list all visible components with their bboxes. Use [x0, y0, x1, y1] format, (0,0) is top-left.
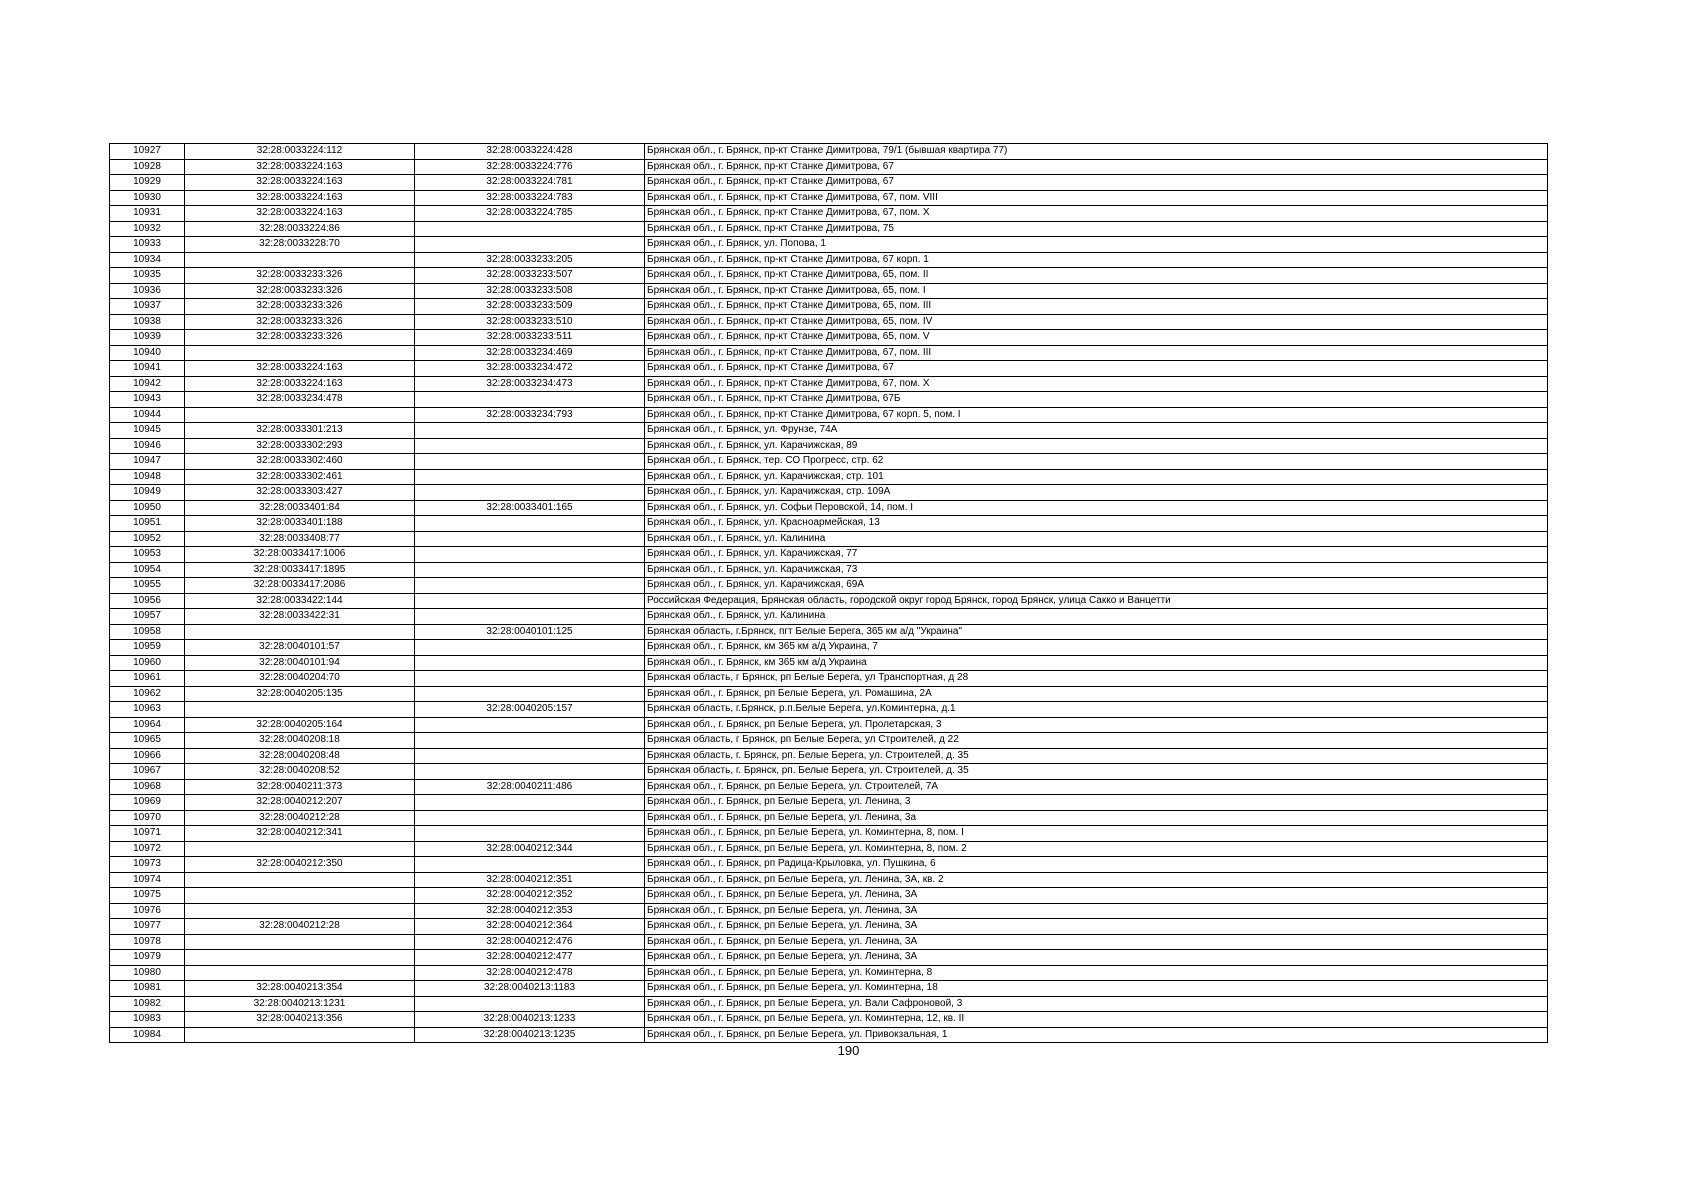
table-row — [110, 919, 1548, 935]
row-number-cell: 10934 — [110, 252, 185, 268]
land-cadastral-number-cell: 32:28:0040212:350 — [185, 857, 415, 873]
object-cadastral-number-cell — [415, 516, 645, 532]
address-cell: Брянская обл., г. Брянск, пр-кт Станке Димитрова, 75 — [645, 221, 1548, 237]
land-cadastral-number-cell: 32:28:0040208:52 — [185, 764, 415, 780]
object-cadastral-number-cell — [415, 748, 645, 764]
row-number-cell: 10959 — [110, 640, 185, 656]
address-cell: Брянская обл., г. Брянск, рп Белые Берега, ул. Ромашина, 2А — [645, 686, 1548, 702]
table-row — [110, 671, 1548, 687]
address-cell: Брянская обл., г. Брянск, пр-кт Станке Димитрова, 65, пом. III — [645, 299, 1548, 315]
object-cadastral-number-cell — [415, 423, 645, 439]
table-row — [110, 655, 1548, 671]
row-number-cell: 10939 — [110, 330, 185, 346]
address-cell: Брянская обл., г. Брянск, пр-кт Станке Димитрова, 67, пом. III — [645, 345, 1548, 361]
land-cadastral-number-cell: 32:28:0040205:135 — [185, 686, 415, 702]
table-row — [110, 252, 1548, 268]
land-cadastral-number-cell — [185, 934, 415, 950]
row-number-cell: 10954 — [110, 562, 185, 578]
address-cell: Брянская область, г Брянск, рп Белые Берега, ул Строителей, д 22 — [645, 733, 1548, 749]
row-number-cell: 10970 — [110, 810, 185, 826]
address-cell: Брянская обл., г. Брянск, рп Белые Берега, ул. Ленина, 3а — [645, 810, 1548, 826]
table-row — [110, 516, 1548, 532]
row-number-cell: 10980 — [110, 965, 185, 981]
land-cadastral-number-cell: 32:28:0033224:86 — [185, 221, 415, 237]
land-cadastral-number-cell: 32:28:0033224:163 — [185, 175, 415, 191]
land-cadastral-number-cell — [185, 965, 415, 981]
object-cadastral-number-cell — [415, 609, 645, 625]
table-row — [110, 872, 1548, 888]
object-cadastral-number-cell: 32:28:0033234:473 — [415, 376, 645, 392]
table-row — [110, 438, 1548, 454]
address-cell: Брянская обл., г. Брянск, ул. Карачижская, стр. 109А — [645, 485, 1548, 501]
address-cell: Брянская обл., г. Брянск, пр-кт Станке Димитрова, 67, пом. VIII — [645, 190, 1548, 206]
table-row — [110, 748, 1548, 764]
object-cadastral-number-cell: 32:28:0040212:478 — [415, 965, 645, 981]
address-cell: Брянская обл., г. Брянск, пр-кт Станке Димитрова, 65, пом. IV — [645, 314, 1548, 330]
table-row — [110, 764, 1548, 780]
row-number-cell: 10949 — [110, 485, 185, 501]
table-row — [110, 392, 1548, 408]
address-cell: Брянская обл., г. Брянск, ул. Карачижская, 89 — [645, 438, 1548, 454]
land-cadastral-number-cell: 32:28:0033224:163 — [185, 190, 415, 206]
land-cadastral-number-cell — [185, 841, 415, 857]
address-cell: Брянская обл., г. Брянск, рп Белые Берега, ул. Строителей, 7А — [645, 779, 1548, 795]
table-row — [110, 903, 1548, 919]
address-cell: Брянская обл., г. Брянск, рп Белые Берега, ул. Ленина, 3А — [645, 903, 1548, 919]
object-cadastral-number-cell: 32:28:0040212:352 — [415, 888, 645, 904]
row-number-cell: 10974 — [110, 872, 185, 888]
table-row — [110, 268, 1548, 284]
land-cadastral-number-cell: 32:28:0033417:1006 — [185, 547, 415, 563]
object-cadastral-number-cell: 32:28:0040205:157 — [415, 702, 645, 718]
row-number-cell: 10953 — [110, 547, 185, 563]
object-cadastral-number-cell — [415, 655, 645, 671]
row-number-cell: 10951 — [110, 516, 185, 532]
table-row — [110, 547, 1548, 563]
land-cadastral-number-cell: 32:28:0033301:213 — [185, 423, 415, 439]
land-cadastral-number-cell: 32:28:0033233:326 — [185, 283, 415, 299]
address-cell: Брянская обл., г. Брянск, ул. Карачижская, 69А — [645, 578, 1548, 594]
land-cadastral-number-cell: 32:28:0040101:94 — [185, 655, 415, 671]
row-number-cell: 10957 — [110, 609, 185, 625]
land-cadastral-number-cell: 32:28:0040101:57 — [185, 640, 415, 656]
table-row — [110, 175, 1548, 191]
row-number-cell: 10962 — [110, 686, 185, 702]
object-cadastral-number-cell — [415, 392, 645, 408]
object-cadastral-number-cell: 32:28:0040212:364 — [415, 919, 645, 935]
address-cell: Брянская обл., г. Брянск, пр-кт Станке Димитрова, 67 — [645, 159, 1548, 175]
land-cadastral-number-cell: 32:28:0033303:427 — [185, 485, 415, 501]
row-number-cell: 10958 — [110, 624, 185, 640]
address-cell: Брянская обл., г. Брянск, ул. Софьи Перовской, 14, пом. I — [645, 500, 1548, 516]
object-cadastral-number-cell: 32:28:0033233:507 — [415, 268, 645, 284]
object-cadastral-number-cell — [415, 640, 645, 656]
land-cadastral-number-cell: 32:28:0040212:28 — [185, 919, 415, 935]
address-cell: Брянская обл., г. Брянск, пр-кт Станке Димитрова, 67, пом. X — [645, 376, 1548, 392]
address-cell: Брянская область, г. Брянск, рп. Белые Берега, ул. Строителей, д. 35 — [645, 764, 1548, 780]
row-number-cell: 10983 — [110, 1012, 185, 1028]
table-row — [110, 640, 1548, 656]
address-cell: Брянская область, г.Брянск, р.п.Белые Берега, ул.Коминтерна, д.1 — [645, 702, 1548, 718]
address-cell: Брянская обл., г. Брянск, тер. СО Прогресс, стр. 62 — [645, 454, 1548, 470]
address-cell: Брянская обл., г. Брянск, пр-кт Станке Димитрова, 65, пом. V — [645, 330, 1548, 346]
land-cadastral-number-cell: 32:28:0033302:460 — [185, 454, 415, 470]
address-cell: Брянская обл., г. Брянск, рп Радица-Крыловка, ул. Пушкина, 6 — [645, 857, 1548, 873]
table-row — [110, 593, 1548, 609]
land-cadastral-number-cell: 32:28:0033417:1895 — [185, 562, 415, 578]
object-cadastral-number-cell — [415, 996, 645, 1012]
row-number-cell: 10978 — [110, 934, 185, 950]
row-number-cell: 10946 — [110, 438, 185, 454]
address-cell: Брянская обл., г. Брянск, ул. Карачижская, стр. 101 — [645, 469, 1548, 485]
land-cadastral-number-cell: 32:28:0033401:188 — [185, 516, 415, 532]
page-number: 190 — [837, 1043, 860, 1058]
row-number-cell: 10965 — [110, 733, 185, 749]
row-number-cell: 10963 — [110, 702, 185, 718]
row-number-cell: 10935 — [110, 268, 185, 284]
object-cadastral-number-cell — [415, 454, 645, 470]
land-cadastral-number-cell: 32:28:0033408:77 — [185, 531, 415, 547]
object-cadastral-number-cell: 32:28:0040212:351 — [415, 872, 645, 888]
land-cadastral-number-cell: 32:28:0040204:70 — [185, 671, 415, 687]
address-cell: Брянская обл., г. Брянск, пр-кт Станке Димитрова, 67 корп. 1 — [645, 252, 1548, 268]
land-cadastral-number-cell — [185, 872, 415, 888]
object-cadastral-number-cell — [415, 562, 645, 578]
land-cadastral-number-cell: 32:28:0033234:478 — [185, 392, 415, 408]
table-row — [110, 857, 1548, 873]
row-number-cell: 10927 — [110, 144, 185, 160]
table-row — [110, 159, 1548, 175]
object-cadastral-number-cell: 32:28:0033233:509 — [415, 299, 645, 315]
table-row — [110, 144, 1548, 160]
object-cadastral-number-cell — [415, 531, 645, 547]
address-cell: Брянская обл., г. Брянск, рп Белые Берега, ул. Ленина, 3А — [645, 950, 1548, 966]
row-number-cell: 10931 — [110, 206, 185, 222]
land-cadastral-number-cell: 32:28:0033302:461 — [185, 469, 415, 485]
address-cell: Брянская обл., г. Брянск, рп Белые Берега, ул. Ленина, 3А — [645, 919, 1548, 935]
registry-table-body — [110, 144, 1548, 1043]
land-cadastral-number-cell: 32:28:0040213:1231 — [185, 996, 415, 1012]
object-cadastral-number-cell: 32:28:0033233:511 — [415, 330, 645, 346]
land-cadastral-number-cell: 32:28:0033224:112 — [185, 144, 415, 160]
address-cell: Брянская обл., г. Брянск, ул. Красноармейская, 13 — [645, 516, 1548, 532]
row-number-cell: 10943 — [110, 392, 185, 408]
land-cadastral-number-cell: 32:28:0033233:326 — [185, 330, 415, 346]
land-cadastral-number-cell — [185, 252, 415, 268]
object-cadastral-number-cell: 32:28:0033234:793 — [415, 407, 645, 423]
address-cell: Брянская обл., г. Брянск, рп Белые Берега, ул. Вали Сафроновой, 3 — [645, 996, 1548, 1012]
row-number-cell: 10979 — [110, 950, 185, 966]
row-number-cell: 10973 — [110, 857, 185, 873]
row-number-cell: 10945 — [110, 423, 185, 439]
table-row — [110, 345, 1548, 361]
table-row — [110, 283, 1548, 299]
land-cadastral-number-cell: 32:28:0040213:354 — [185, 981, 415, 997]
object-cadastral-number-cell: 32:28:0040212:344 — [415, 841, 645, 857]
table-row — [110, 361, 1548, 377]
address-cell: Брянская обл., г. Брянск, рп Белые Берега, ул. Пролетарская, 3 — [645, 717, 1548, 733]
table-row — [110, 686, 1548, 702]
address-cell: Брянская обл., г. Брянск, пр-кт Станке Димитрова, 65, пом. II — [645, 268, 1548, 284]
table-row — [110, 562, 1548, 578]
table-row — [110, 221, 1548, 237]
row-number-cell: 10955 — [110, 578, 185, 594]
land-cadastral-number-cell — [185, 1027, 415, 1043]
registry-sheet — [109, 143, 1547, 1043]
object-cadastral-number-cell — [415, 671, 645, 687]
table-row — [110, 996, 1548, 1012]
address-cell: Брянская область, г. Брянск, рп. Белые Берега, ул. Строителей, д. 35 — [645, 748, 1548, 764]
row-number-cell: 10982 — [110, 996, 185, 1012]
address-cell: Брянская обл., г. Брянск, рп Белые Берега, ул. Коминтерна, 18 — [645, 981, 1548, 997]
land-cadastral-number-cell — [185, 407, 415, 423]
row-number-cell: 10971 — [110, 826, 185, 842]
object-cadastral-number-cell — [415, 469, 645, 485]
table-row — [110, 1012, 1548, 1028]
land-cadastral-number-cell: 32:28:0040212:207 — [185, 795, 415, 811]
address-cell: Брянская обл., г. Брянск, рп Белые Берега, ул. Ленина, 3А, кв. 2 — [645, 872, 1548, 888]
property-registry-table — [109, 143, 1548, 1043]
table-row — [110, 981, 1548, 997]
object-cadastral-number-cell — [415, 764, 645, 780]
land-cadastral-number-cell — [185, 950, 415, 966]
land-cadastral-number-cell: 32:28:0033302:293 — [185, 438, 415, 454]
row-number-cell: 10956 — [110, 593, 185, 609]
object-cadastral-number-cell — [415, 593, 645, 609]
row-number-cell: 10941 — [110, 361, 185, 377]
address-cell: Брянская обл., г. Брянск, км 365 км а/д Украина, 7 — [645, 640, 1548, 656]
object-cadastral-number-cell — [415, 795, 645, 811]
land-cadastral-number-cell: 32:28:0033224:163 — [185, 361, 415, 377]
land-cadastral-number-cell: 32:28:0033233:326 — [185, 314, 415, 330]
object-cadastral-number-cell: 32:28:0033234:472 — [415, 361, 645, 377]
row-number-cell: 10968 — [110, 779, 185, 795]
table-row — [110, 888, 1548, 904]
row-number-cell: 10932 — [110, 221, 185, 237]
row-number-cell: 10938 — [110, 314, 185, 330]
table-row — [110, 609, 1548, 625]
row-number-cell: 10967 — [110, 764, 185, 780]
address-cell: Брянская обл., г. Брянск, пр-кт Станке Димитрова, 67 — [645, 175, 1548, 191]
row-number-cell: 10950 — [110, 500, 185, 516]
address-cell: Брянская обл., г. Брянск, ул. Карачижская, 77 — [645, 547, 1548, 563]
land-cadastral-number-cell — [185, 702, 415, 718]
table-row — [110, 826, 1548, 842]
row-number-cell: 10972 — [110, 841, 185, 857]
table-row — [110, 485, 1548, 501]
row-number-cell: 10944 — [110, 407, 185, 423]
row-number-cell: 10966 — [110, 748, 185, 764]
row-number-cell: 10964 — [110, 717, 185, 733]
row-number-cell: 10977 — [110, 919, 185, 935]
land-cadastral-number-cell: 32:28:0040211:373 — [185, 779, 415, 795]
object-cadastral-number-cell: 32:28:0033234:469 — [415, 345, 645, 361]
land-cadastral-number-cell: 32:28:0033233:326 — [185, 268, 415, 284]
object-cadastral-number-cell: 32:28:0040212:476 — [415, 934, 645, 950]
address-cell: Брянская обл., г. Брянск, рп Белые Берега, ул. Коминтерна, 8 — [645, 965, 1548, 981]
land-cadastral-number-cell — [185, 888, 415, 904]
object-cadastral-number-cell: 32:28:0033233:510 — [415, 314, 645, 330]
table-row — [110, 407, 1548, 423]
land-cadastral-number-cell: 32:28:0040212:28 — [185, 810, 415, 826]
object-cadastral-number-cell: 32:28:0033233:205 — [415, 252, 645, 268]
address-cell: Российская Федерация, Брянская область, городской округ город Брянск, город Брянск, улица Сакко и Ванцетти — [645, 593, 1548, 609]
address-cell: Брянская обл., г. Брянск, рп Белые Берега, ул. Ленина, 3А — [645, 934, 1548, 950]
address-cell: Брянская обл., г. Брянск, ул. Попова, 1 — [645, 237, 1548, 253]
address-cell: Брянская обл., г. Брянск, пр-кт Станке Димитрова, 67Б — [645, 392, 1548, 408]
row-number-cell: 10960 — [110, 655, 185, 671]
address-cell: Брянская обл., г. Брянск, ул. Фрунзе, 74А — [645, 423, 1548, 439]
table-row — [110, 469, 1548, 485]
land-cadastral-number-cell: 32:28:0040208:18 — [185, 733, 415, 749]
row-number-cell: 10976 — [110, 903, 185, 919]
object-cadastral-number-cell: 32:28:0040213:1183 — [415, 981, 645, 997]
land-cadastral-number-cell — [185, 903, 415, 919]
land-cadastral-number-cell: 32:28:0033224:163 — [185, 159, 415, 175]
land-cadastral-number-cell: 32:28:0033417:2086 — [185, 578, 415, 594]
object-cadastral-number-cell — [415, 547, 645, 563]
address-cell: Брянская обл., г. Брянск, ул. Калинина — [645, 531, 1548, 547]
land-cadastral-number-cell: 32:28:0033224:163 — [185, 376, 415, 392]
land-cadastral-number-cell: 32:28:0033422:144 — [185, 593, 415, 609]
land-cadastral-number-cell: 32:28:0033233:326 — [185, 299, 415, 315]
object-cadastral-number-cell: 32:28:0040212:477 — [415, 950, 645, 966]
land-cadastral-number-cell: 32:28:0033228:70 — [185, 237, 415, 253]
table-row — [110, 733, 1548, 749]
address-cell: Брянская обл., г. Брянск, пр-кт Станке Димитрова, 79/1 (бывшая квартира 77) — [645, 144, 1548, 160]
table-row — [110, 702, 1548, 718]
object-cadastral-number-cell — [415, 438, 645, 454]
object-cadastral-number-cell — [415, 857, 645, 873]
table-row — [110, 841, 1548, 857]
address-cell: Брянская обл., г. Брянск, ул. Карачижская, 73 — [645, 562, 1548, 578]
object-cadastral-number-cell — [415, 578, 645, 594]
object-cadastral-number-cell: 32:28:0040212:353 — [415, 903, 645, 919]
object-cadastral-number-cell: 32:28:0033224:428 — [415, 144, 645, 160]
land-cadastral-number-cell: 32:28:0033401:84 — [185, 500, 415, 516]
table-row — [110, 934, 1548, 950]
object-cadastral-number-cell: 32:28:0033224:785 — [415, 206, 645, 222]
address-cell: Брянская обл., г. Брянск, пр-кт Станке Димитрова, 67, пом. X — [645, 206, 1548, 222]
land-cadastral-number-cell: 32:28:0040212:341 — [185, 826, 415, 842]
object-cadastral-number-cell: 32:28:0033224:783 — [415, 190, 645, 206]
table-row — [110, 1027, 1548, 1043]
table-row — [110, 237, 1548, 253]
object-cadastral-number-cell: 32:28:0033233:508 — [415, 283, 645, 299]
table-row — [110, 779, 1548, 795]
row-number-cell: 10942 — [110, 376, 185, 392]
row-number-cell: 10952 — [110, 531, 185, 547]
object-cadastral-number-cell — [415, 810, 645, 826]
object-cadastral-number-cell — [415, 686, 645, 702]
row-number-cell: 10928 — [110, 159, 185, 175]
table-row — [110, 578, 1548, 594]
land-cadastral-number-cell — [185, 345, 415, 361]
table-row — [110, 531, 1548, 547]
table-row — [110, 810, 1548, 826]
land-cadastral-number-cell: 32:28:0040205:164 — [185, 717, 415, 733]
row-number-cell: 10981 — [110, 981, 185, 997]
row-number-cell: 10961 — [110, 671, 185, 687]
object-cadastral-number-cell: 32:28:0040213:1235 — [415, 1027, 645, 1043]
object-cadastral-number-cell: 32:28:0033401:165 — [415, 500, 645, 516]
land-cadastral-number-cell: 32:28:0040208:48 — [185, 748, 415, 764]
object-cadastral-number-cell: 32:28:0033224:776 — [415, 159, 645, 175]
table-row — [110, 500, 1548, 516]
address-cell: Брянская обл., г. Брянск, рп Белые Берега, ул. Коминтерна, 12, кв. II — [645, 1012, 1548, 1028]
object-cadastral-number-cell — [415, 237, 645, 253]
object-cadastral-number-cell — [415, 221, 645, 237]
object-cadastral-number-cell — [415, 717, 645, 733]
table-row — [110, 423, 1548, 439]
address-cell: Брянская обл., г. Брянск, рп Белые Берега, ул. Коминтерна, 8, пом. 2 — [645, 841, 1548, 857]
address-cell: Брянская обл., г. Брянск, рп Белые Берега, ул. Ленина, 3 — [645, 795, 1548, 811]
table-row — [110, 190, 1548, 206]
address-cell: Брянская обл., г. Брянск, пр-кт Станке Димитрова, 67 корп. 5, пом. I — [645, 407, 1548, 423]
land-cadastral-number-cell: 32:28:0040213:356 — [185, 1012, 415, 1028]
address-cell: Брянская обл., г. Брянск, км 365 км а/д Украина — [645, 655, 1548, 671]
row-number-cell: 10936 — [110, 283, 185, 299]
row-number-cell: 10929 — [110, 175, 185, 191]
table-row — [110, 454, 1548, 470]
row-number-cell: 10975 — [110, 888, 185, 904]
address-cell: Брянская обл., г. Брянск, рп Белые Берега, ул. Ленина, 3А — [645, 888, 1548, 904]
address-cell: Брянская обл., г. Брянск, ул. Калинина — [645, 609, 1548, 625]
table-row — [110, 299, 1548, 315]
object-cadastral-number-cell — [415, 826, 645, 842]
row-number-cell: 10948 — [110, 469, 185, 485]
address-cell: Брянская область, г.Брянск, пгт Белые Берега, 365 км а/д "Украина" — [645, 624, 1548, 640]
row-number-cell: 10930 — [110, 190, 185, 206]
object-cadastral-number-cell: 32:28:0033224:781 — [415, 175, 645, 191]
table-row — [110, 376, 1548, 392]
address-cell: Брянская обл., г. Брянск, пр-кт Станке Димитрова, 67 — [645, 361, 1548, 377]
object-cadastral-number-cell: 32:28:0040101:125 — [415, 624, 645, 640]
land-cadastral-number-cell: 32:28:0033422:31 — [185, 609, 415, 625]
row-number-cell: 10933 — [110, 237, 185, 253]
land-cadastral-number-cell: 32:28:0033224:163 — [185, 206, 415, 222]
table-row — [110, 950, 1548, 966]
object-cadastral-number-cell — [415, 485, 645, 501]
object-cadastral-number-cell: 32:28:0040211:486 — [415, 779, 645, 795]
table-row — [110, 330, 1548, 346]
row-number-cell: 10937 — [110, 299, 185, 315]
object-cadastral-number-cell: 32:28:0040213:1233 — [415, 1012, 645, 1028]
table-row — [110, 206, 1548, 222]
object-cadastral-number-cell — [415, 733, 645, 749]
table-row — [110, 717, 1548, 733]
row-number-cell: 10940 — [110, 345, 185, 361]
row-number-cell: 10984 — [110, 1027, 185, 1043]
address-cell: Брянская обл., г. Брянск, рп Белые Берега, ул. Коминтерна, 8, пом. I — [645, 826, 1548, 842]
table-row — [110, 965, 1548, 981]
address-cell: Брянская обл., г. Брянск, рп Белые Берега, ул. Привокзальная, 1 — [645, 1027, 1548, 1043]
row-number-cell: 10947 — [110, 454, 185, 470]
land-cadastral-number-cell — [185, 624, 415, 640]
table-row — [110, 624, 1548, 640]
table-row — [110, 314, 1548, 330]
table-row — [110, 795, 1548, 811]
address-cell: Брянская область, г Брянск, рп Белые Берега, ул Транспортная, д 28 — [645, 671, 1548, 687]
row-number-cell: 10969 — [110, 795, 185, 811]
address-cell: Брянская обл., г. Брянск, пр-кт Станке Димитрова, 65, пом. I — [645, 283, 1548, 299]
